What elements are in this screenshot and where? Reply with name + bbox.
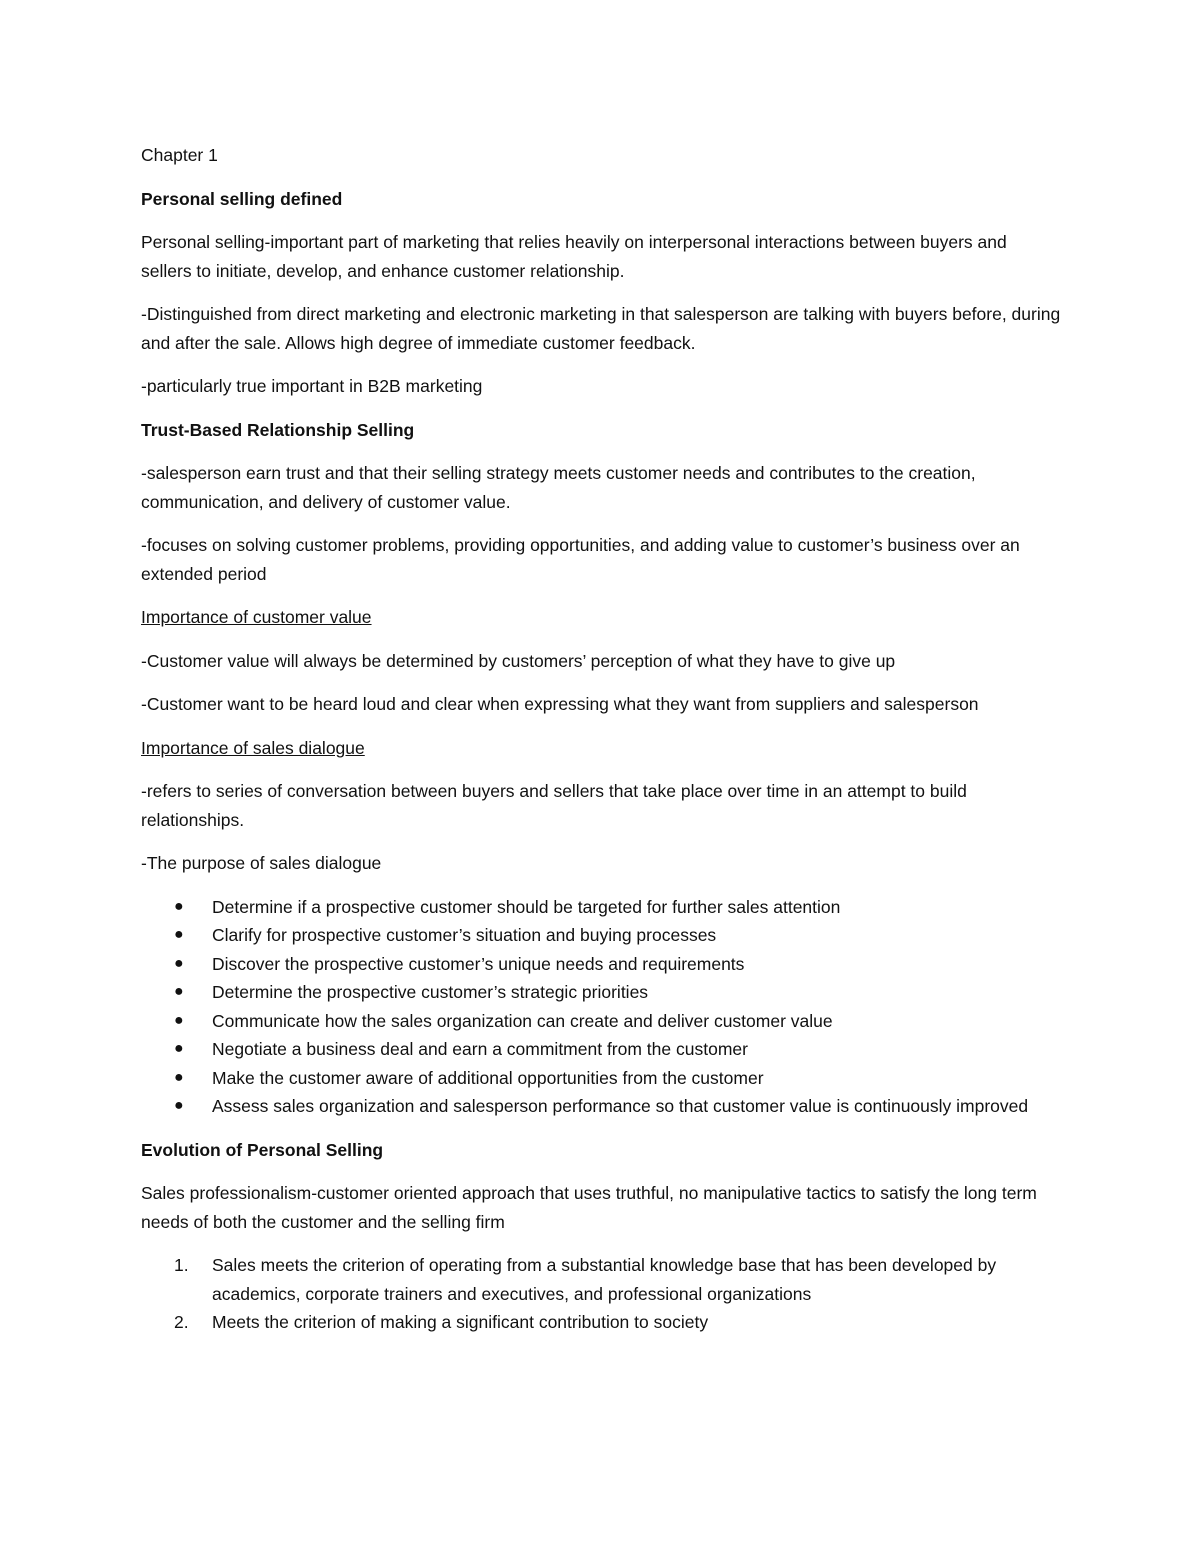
list-item [141,1092,1061,1121]
section-heading-personal-selling-defined: Personal selling defined [141,188,343,209]
bullet-icon: ● [174,1068,184,1086]
section-heading-trust-based-relationship-selling: Trust-Based Relationship Selling [141,419,415,440]
chapter-title: Chapter 1 [141,145,218,165]
paragraph: -Customer want to be heard loud and clear when expressing what they want from suppliers and salesperson [141,694,979,714]
document-page [141,141,1061,1337]
list-item [141,893,1061,922]
list-item [141,1308,1061,1337]
bullet-icon: ● [174,954,184,972]
list-item [141,921,1061,950]
paragraph: Personal selling-important part of marketing that relies heavily on interpersonal interactions between buyers and sellers to initiate, develop, and enhance customer relationship. [141,232,1007,281]
list-item [141,1064,1061,1093]
list-item-text: Make the customer aware of additional opportunities from the customer [212,1067,764,1088]
list-item-text: Discover the prospective customer’s unique needs and requirements [212,953,745,974]
list-item-text: Clarify for prospective customer’s situation and buying processes [212,925,717,945]
paragraph: -Distinguished from direct marketing and electronic marketing in that salesperson are talking with buyers before, during and after the sale. Allows high degree of immediate customer feedback. [141,304,1061,353]
list-item-text: Sales meets the criterion of operating from a substantial knowledge base that has been developed by academics, corporate trainers and executives, and professional organizations [212,1255,997,1304]
list-item-text: Assess sales organization and salesperson performance so that customer value is continuously improved [212,1096,1029,1116]
list-item-text: Determine if a prospective customer should be targeted for further sales attention [212,896,841,917]
list-item [141,950,1061,979]
paragraph: Sales professionalism-customer oriented approach that uses truthful, no manipulative tactics to satisfy the long term needs of both the customer and the selling firm [141,1183,1037,1232]
paragraph: -refers to series of conversation between buyers and sellers that take place over time in an attempt to build relationships. [141,781,967,830]
bullet-icon: ● [174,983,184,1000]
list-number: 2. [174,1312,189,1332]
bullet-icon: ● [174,926,184,943]
list-number: 1. [174,1255,189,1275]
list-item [141,1007,1061,1036]
list-item [141,1035,1061,1064]
list-item-text: Communicate how the sales organization can create and deliver customer value [212,1010,833,1031]
bullet-icon: ● [174,1011,184,1029]
list-item-text: Meets the criterion of making a significant contribution to society [212,1312,709,1332]
list-item-text: Negotiate a business deal and earn a commitment from the customer [212,1039,748,1059]
bullet-icon: ● [174,1040,184,1057]
subheading-importance-of-sales-dialogue: Importance of sales dialogue [141,737,365,758]
paragraph: -focuses on solving customer problems, providing opportunities, and adding value to customer’s business over an extended period [141,535,1020,584]
paragraph: -particularly true important in B2B marketing [141,376,483,396]
evolution-numbered-list [141,1251,1061,1337]
list-item [141,978,1061,1007]
bullet-icon: ● [174,897,184,915]
list-item [141,1251,1061,1308]
paragraph: -Customer value will always be determined by customers’ perception of what they have to give up [141,650,896,671]
sales-dialogue-purpose-list [141,893,1061,1121]
paragraph: -The purpose of sales dialogue [141,853,382,873]
section-heading-evolution-of-personal-selling: Evolution of Personal Selling [141,1139,384,1160]
subheading-importance-of-customer-value: Importance of customer value [141,607,372,627]
paragraph: -salesperson earn trust and that their selling strategy meets customer needs and contributes to the creation, communication, and delivery of customer value. [141,463,976,512]
list-item-text: Determine the prospective customer’s strategic priorities [212,982,649,1002]
bullet-icon: ● [174,1097,184,1114]
